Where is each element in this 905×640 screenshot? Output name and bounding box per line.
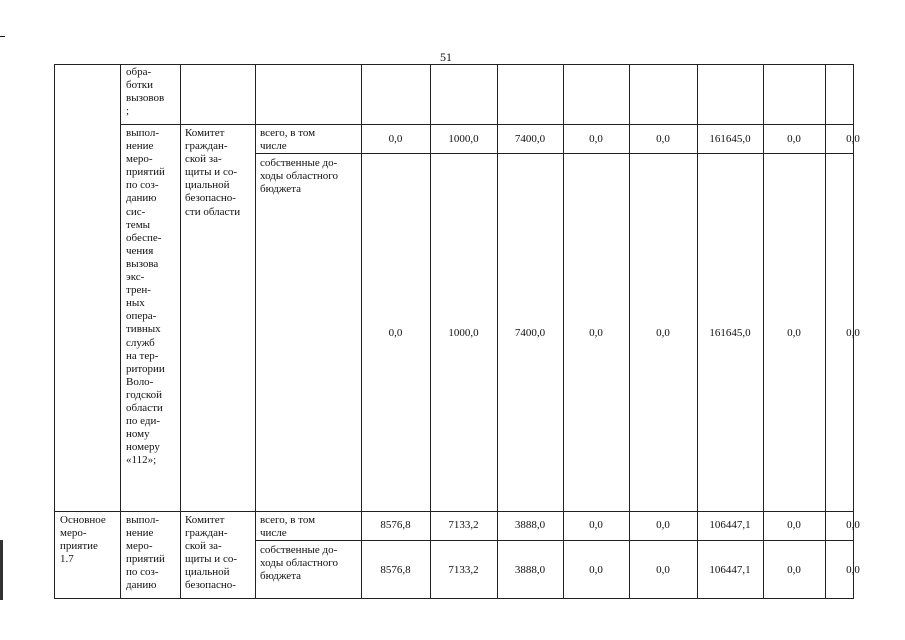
value-17-total-4: 0,0 [589, 519, 603, 531]
value-17-total-3: 3888,0 [514, 519, 546, 531]
value-112-total-8: 0,0 [846, 133, 860, 145]
value-112-total-1: 0,0 [388, 133, 403, 145]
col-border-0 [54, 64, 55, 599]
value-112-own-8: 0,0 [846, 327, 860, 339]
row-separator-calls [120, 124, 854, 125]
value-17-own-5: 0,0 [656, 564, 670, 576]
table-top-border [54, 64, 854, 65]
value-112-total-7: 0,0 [787, 133, 801, 145]
row-separator-17 [54, 511, 854, 512]
subrow-separator-112 [255, 153, 854, 154]
scan-mark-bottom [0, 540, 3, 600]
col-border-3 [255, 64, 256, 599]
value-17-own-7: 0,0 [787, 564, 801, 576]
value-112-own-6: 161645,0 [709, 327, 751, 339]
value-17-own-2: 7133,2 [448, 564, 479, 576]
source-own-17: собственные до- ходы областного бюджета [260, 544, 339, 583]
value-112-own-2: 1000,0 [448, 327, 479, 339]
value-112-own-4: 0,0 [589, 327, 603, 339]
value-17-total-8: 0,0 [846, 519, 860, 531]
executor-112: Комитет граждан- ской за- щиты и со- циальной безопасно- сти области [185, 127, 241, 218]
source-total-112: всего, в том числе [260, 127, 316, 153]
value-17-total-2: 7133,2 [448, 519, 479, 531]
measure-text-112: выпол- нение меро- приятий по соз- данию сис- темы обеспе- чения вызова экс- трен- ных опера- тивных служб на тер- ритории Воло- годской области по еди- ному номеру «112»; [126, 127, 165, 467]
scan-mark-top [0, 36, 5, 37]
value-112-own-3: 7400,0 [514, 327, 546, 339]
value-112-own-7: 0,0 [787, 327, 801, 339]
page-number: 51 [440, 50, 452, 64]
col-border-2 [180, 64, 181, 599]
value-112-total-4: 0,0 [589, 133, 603, 145]
value-112-total-3: 7400,0 [514, 133, 546, 145]
value-17-own-8: 0,0 [846, 564, 860, 576]
measure-text-17: выпол- нение меро- приятий по соз- данию [126, 514, 165, 592]
value-112-total-2: 1000,0 [448, 133, 479, 145]
value-17-own-1: 8576,8 [380, 564, 411, 576]
value-112-total-5: 0,0 [656, 133, 670, 145]
source-own-112: собственные до- ходы областного бюджета [260, 157, 339, 196]
value-112-own-5: 0,0 [656, 327, 670, 339]
value-17-own-4: 0,0 [589, 564, 603, 576]
value-17-own-6: 106447,1 [709, 564, 751, 576]
col-border-1 [120, 64, 121, 599]
measure-text-calls: обра- ботки вызовов ; [126, 66, 165, 118]
value-17-total-1: 8576,8 [380, 519, 411, 531]
value-17-total-6: 106447,1 [709, 519, 751, 531]
source-total-17: всего, в том числе [260, 514, 316, 540]
value-17-own-3: 3888,0 [514, 564, 546, 576]
value-112-total-6: 161645,0 [709, 133, 751, 145]
program-17: Основное меро- приятие 1.7 [60, 514, 106, 566]
subrow-separator-17 [255, 540, 854, 541]
executor-17: Комитет граждан- ской за- щиты и со- циальной безопасно- [185, 514, 237, 592]
value-17-total-5: 0,0 [656, 519, 670, 531]
table-bottom-border [54, 598, 854, 599]
value-17-total-7: 0,0 [787, 519, 801, 531]
value-112-own-1: 0,0 [388, 327, 403, 339]
